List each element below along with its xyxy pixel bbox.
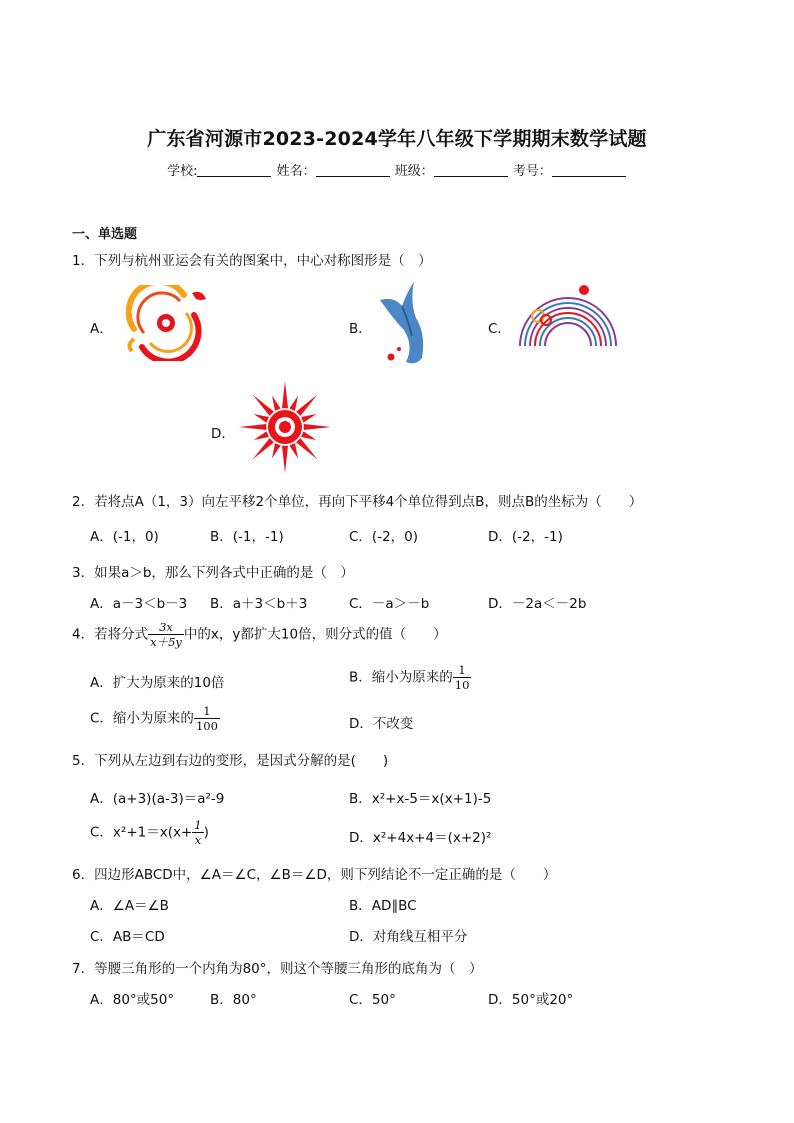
school-label: 学校: — [167, 164, 198, 179]
q4-option-a: A．扩大为原来的10倍 — [90, 675, 225, 691]
sun-ray — [289, 396, 298, 411]
q1-option-b-label: B． — [349, 321, 372, 337]
q6-option-d: D．对角线互相平分 — [349, 929, 468, 945]
q5-option-b: B．x²+x-5＝x(x+1)-5 — [349, 791, 492, 807]
class-label: 班级： — [394, 164, 434, 179]
q7-option-b: B．80° — [210, 992, 257, 1008]
sun-ray — [304, 424, 331, 430]
q4-option-c — [90, 704, 220, 733]
student-info-line — [0, 160, 794, 179]
q4-option-b-text: B．缩小为原来的 — [349, 669, 453, 686]
question-6-stem: 6．四边形ABCD中，∠A＝∠C，∠B＝∠D，则下列结论不一定正确的是（ ） — [72, 867, 557, 883]
q2-option-c: C．(-2，0) — [349, 529, 419, 545]
q4-option-c-fraction — [194, 704, 220, 733]
q4-stem-pre: 4．若将分式 — [72, 626, 149, 643]
q1-image-d-red-sun — [238, 380, 332, 474]
question-1-stem: 1．下列与杭州亚运会有关的图案中，中心对称图形是（ ） — [72, 253, 432, 269]
question-2-stem: 2．若将点A（1，3）向左平移2个单位，再向下平移4个单位得到点B，则点B的坐标为（ ） — [72, 494, 643, 510]
q2-option-d: D．(-2，-1) — [488, 529, 563, 545]
q4-stem-post: 中的x，y都扩大10倍，则分式的值（ ） — [183, 626, 447, 643]
q1-image-a-dragon-sun — [122, 285, 212, 361]
sun-ray — [289, 443, 298, 458]
q7-option-a: A．80°或50° — [90, 992, 175, 1008]
sun-ray — [272, 396, 281, 411]
question-7-stem: 7．等腰三角形的一个内角为80°，则这个等腰三角形的底角为（ ） — [72, 961, 483, 977]
q1-image-b-fish-tail — [372, 278, 442, 368]
q2-option-b: B．(-1，-1) — [210, 529, 284, 545]
q5-option-c-post: ) — [203, 824, 209, 841]
q5-option-a: A．(a+3)(a-3)＝a²-9 — [90, 791, 225, 807]
sun-ray — [252, 394, 273, 415]
sun-ray — [252, 438, 273, 459]
sun-ray — [301, 414, 316, 423]
q1-option-d-label: D． — [211, 426, 235, 442]
page-title: 广东省河源市2023-2024学年八年级下学期期末数学试题 — [147, 128, 647, 150]
q6-option-b: B．AD∥BC — [349, 898, 417, 914]
q3-option-c: C．－a＞－b — [349, 596, 430, 612]
sun-ray — [296, 438, 317, 459]
q3-option-b: B．a＋3＜b＋3 — [210, 596, 308, 612]
class-blank[interactable] — [434, 164, 508, 177]
q1-option-c-label: C． — [488, 321, 511, 337]
q4-option-d: D．不改变 — [349, 716, 414, 732]
question-4-stem — [72, 620, 447, 649]
q4-fraction-numerator: 3x — [148, 620, 184, 635]
q2-option-a: A．(-1，0) — [90, 529, 159, 545]
q6-option-c: C．AB＝CD — [90, 929, 165, 945]
q3-option-d: D．－2a＜－2b — [488, 596, 587, 612]
q5-option-c — [90, 818, 209, 847]
q5-c-numerator: 1 — [194, 818, 202, 832]
sun-ray — [296, 394, 317, 415]
q4-fraction — [148, 620, 184, 649]
q4-c-denominator: 100 — [195, 719, 218, 733]
section-heading: 一、单选题 — [72, 227, 138, 242]
exam-no-blank[interactable] — [552, 164, 626, 177]
q5-option-d: D．x²+4x+4＝(x+2)² — [349, 830, 492, 846]
name-blank[interactable] — [316, 164, 390, 177]
q4-option-c-text: C．缩小为原来的 — [90, 710, 194, 727]
q4-c-numerator: 1 — [194, 704, 220, 719]
q4-b-numerator: 1 — [453, 663, 472, 678]
q5-option-c-fraction — [192, 818, 203, 847]
sun-ray — [301, 431, 316, 440]
sun-ray — [272, 443, 281, 458]
q4-b-denominator: 10 — [454, 678, 470, 692]
q7-option-d: D．50°或20° — [488, 992, 574, 1008]
q7-option-c: C．50° — [349, 992, 396, 1008]
sun-ray — [254, 431, 269, 440]
sun-ray — [282, 381, 288, 408]
q4-fraction-denominator: x＋5y — [150, 635, 182, 649]
question-5-stem: 5．下列从左边到右边的变形，是因式分解的是( ) — [72, 753, 389, 769]
sun-ray — [239, 424, 266, 430]
sun-ray — [282, 446, 288, 473]
q5-c-denominator: x — [194, 833, 202, 847]
q4-option-b — [349, 663, 471, 692]
sun-ray — [254, 414, 269, 423]
question-3-stem: 3．如果a＞b，那么下列各式中正确的是（ ） — [72, 565, 354, 581]
q3-option-a: A．a－3＜b－3 — [90, 596, 188, 612]
q5-option-c-pre: C．x²+1＝x(x+ — [90, 824, 193, 841]
school-blank[interactable] — [197, 164, 271, 177]
exam-no-label: 考号： — [512, 164, 552, 179]
q4-option-b-fraction — [453, 663, 472, 692]
q1-image-c-rainbow — [514, 280, 624, 366]
q6-option-a: A．∠A＝∠B — [90, 898, 169, 914]
q1-option-a-label: A． — [90, 321, 113, 337]
name-label: 姓名： — [276, 164, 316, 179]
